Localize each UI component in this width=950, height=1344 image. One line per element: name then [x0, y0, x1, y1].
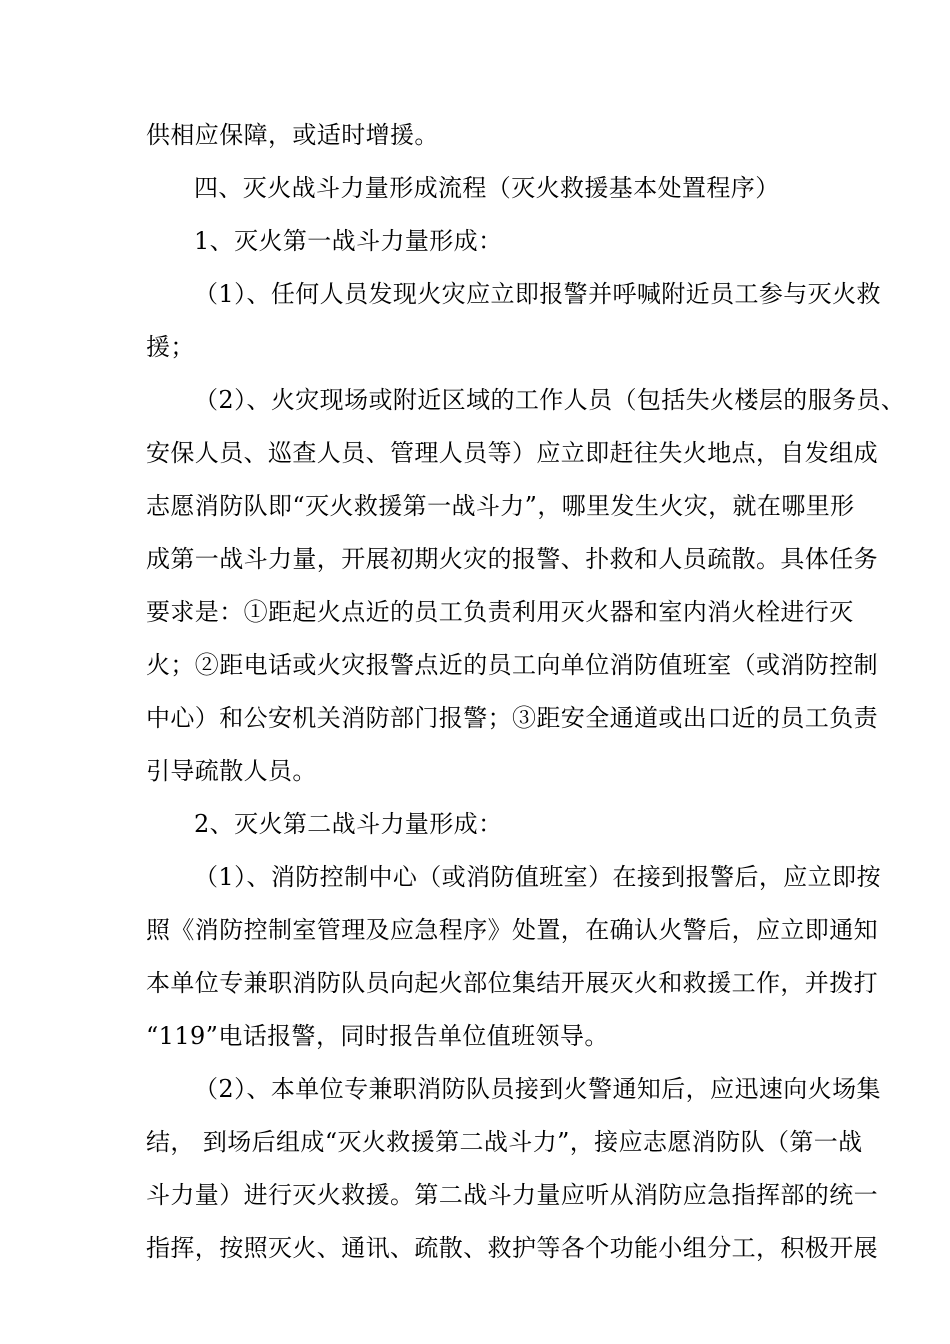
text-line: 成第一战斗力量，开展初期火灾的报警、扑救和人员疏散。具体任务 — [146, 545, 878, 573]
subsection-heading: 1、灭火第一战斗力量形成： — [194, 227, 503, 255]
text-line: 照《消防控制室管理及应急程序》处置，在确认火警后，应立即通知 — [146, 916, 878, 944]
text-line: 指挥，按照灭火、通讯、疏散、救护等各个功能小组分工，积极开展 — [146, 1234, 878, 1262]
subsection-heading: 2、灭火第二战斗力量形成： — [194, 810, 503, 838]
text-line: 志愿消防队即“灭火救援第一战斗力”，哪里发生火灾，就在哪里形 — [146, 492, 855, 520]
text-line: “119”电话报警，同时报告单位值班领导。 — [146, 1022, 609, 1050]
section-heading: 四、灭火战斗力量形成流程（灭火救援基本处置程序） — [194, 174, 780, 202]
text-line: 中心）和公安机关消防部门报警；③距安全通道或出口近的员工负责 — [146, 704, 878, 732]
text-line: 本单位专兼职消防队员向起火部位集结开展灭火和救援工作，并拨打 — [146, 969, 878, 997]
text-line: （2）、本单位专兼职消防队员接到火警通知后，应迅速向火场集 — [194, 1075, 881, 1103]
text-line: 援； — [146, 333, 195, 361]
text-line: 结， 到场后组成“灭火救援第二战斗力”，接应志愿消防队（第一战 — [146, 1128, 863, 1156]
text-line: 要求是：①距起火点近的员工负责利用灭火器和室内消火栓进行灭 — [146, 598, 854, 626]
text-line: 引导疏散人员。 — [146, 757, 317, 785]
text-line: 安保人员、巡查人员、管理人员等）应立即赶往失火地点，自发组成 — [146, 439, 878, 467]
text-line: 斗力量）进行灭火救援。第二战斗力量应听从消防应急指挥部的统一 — [146, 1181, 878, 1209]
text-line: （2）、火灾现场或附近区域的工作人员（包括失火楼层的服务员、 — [194, 386, 906, 414]
text-line: （1）、消防控制中心（或消防值班室）在接到报警后，应立即按 — [194, 863, 881, 891]
text-line: （1）、任何人员发现火灾应立即报警并呼喊附近员工参与灭火救 — [194, 280, 881, 308]
text-line: 火；②距电话或火灾报警点近的员工向单位消防值班室（或消防控制 — [146, 651, 878, 679]
text-line: 供相应保障，或适时增援。 — [146, 121, 439, 149]
